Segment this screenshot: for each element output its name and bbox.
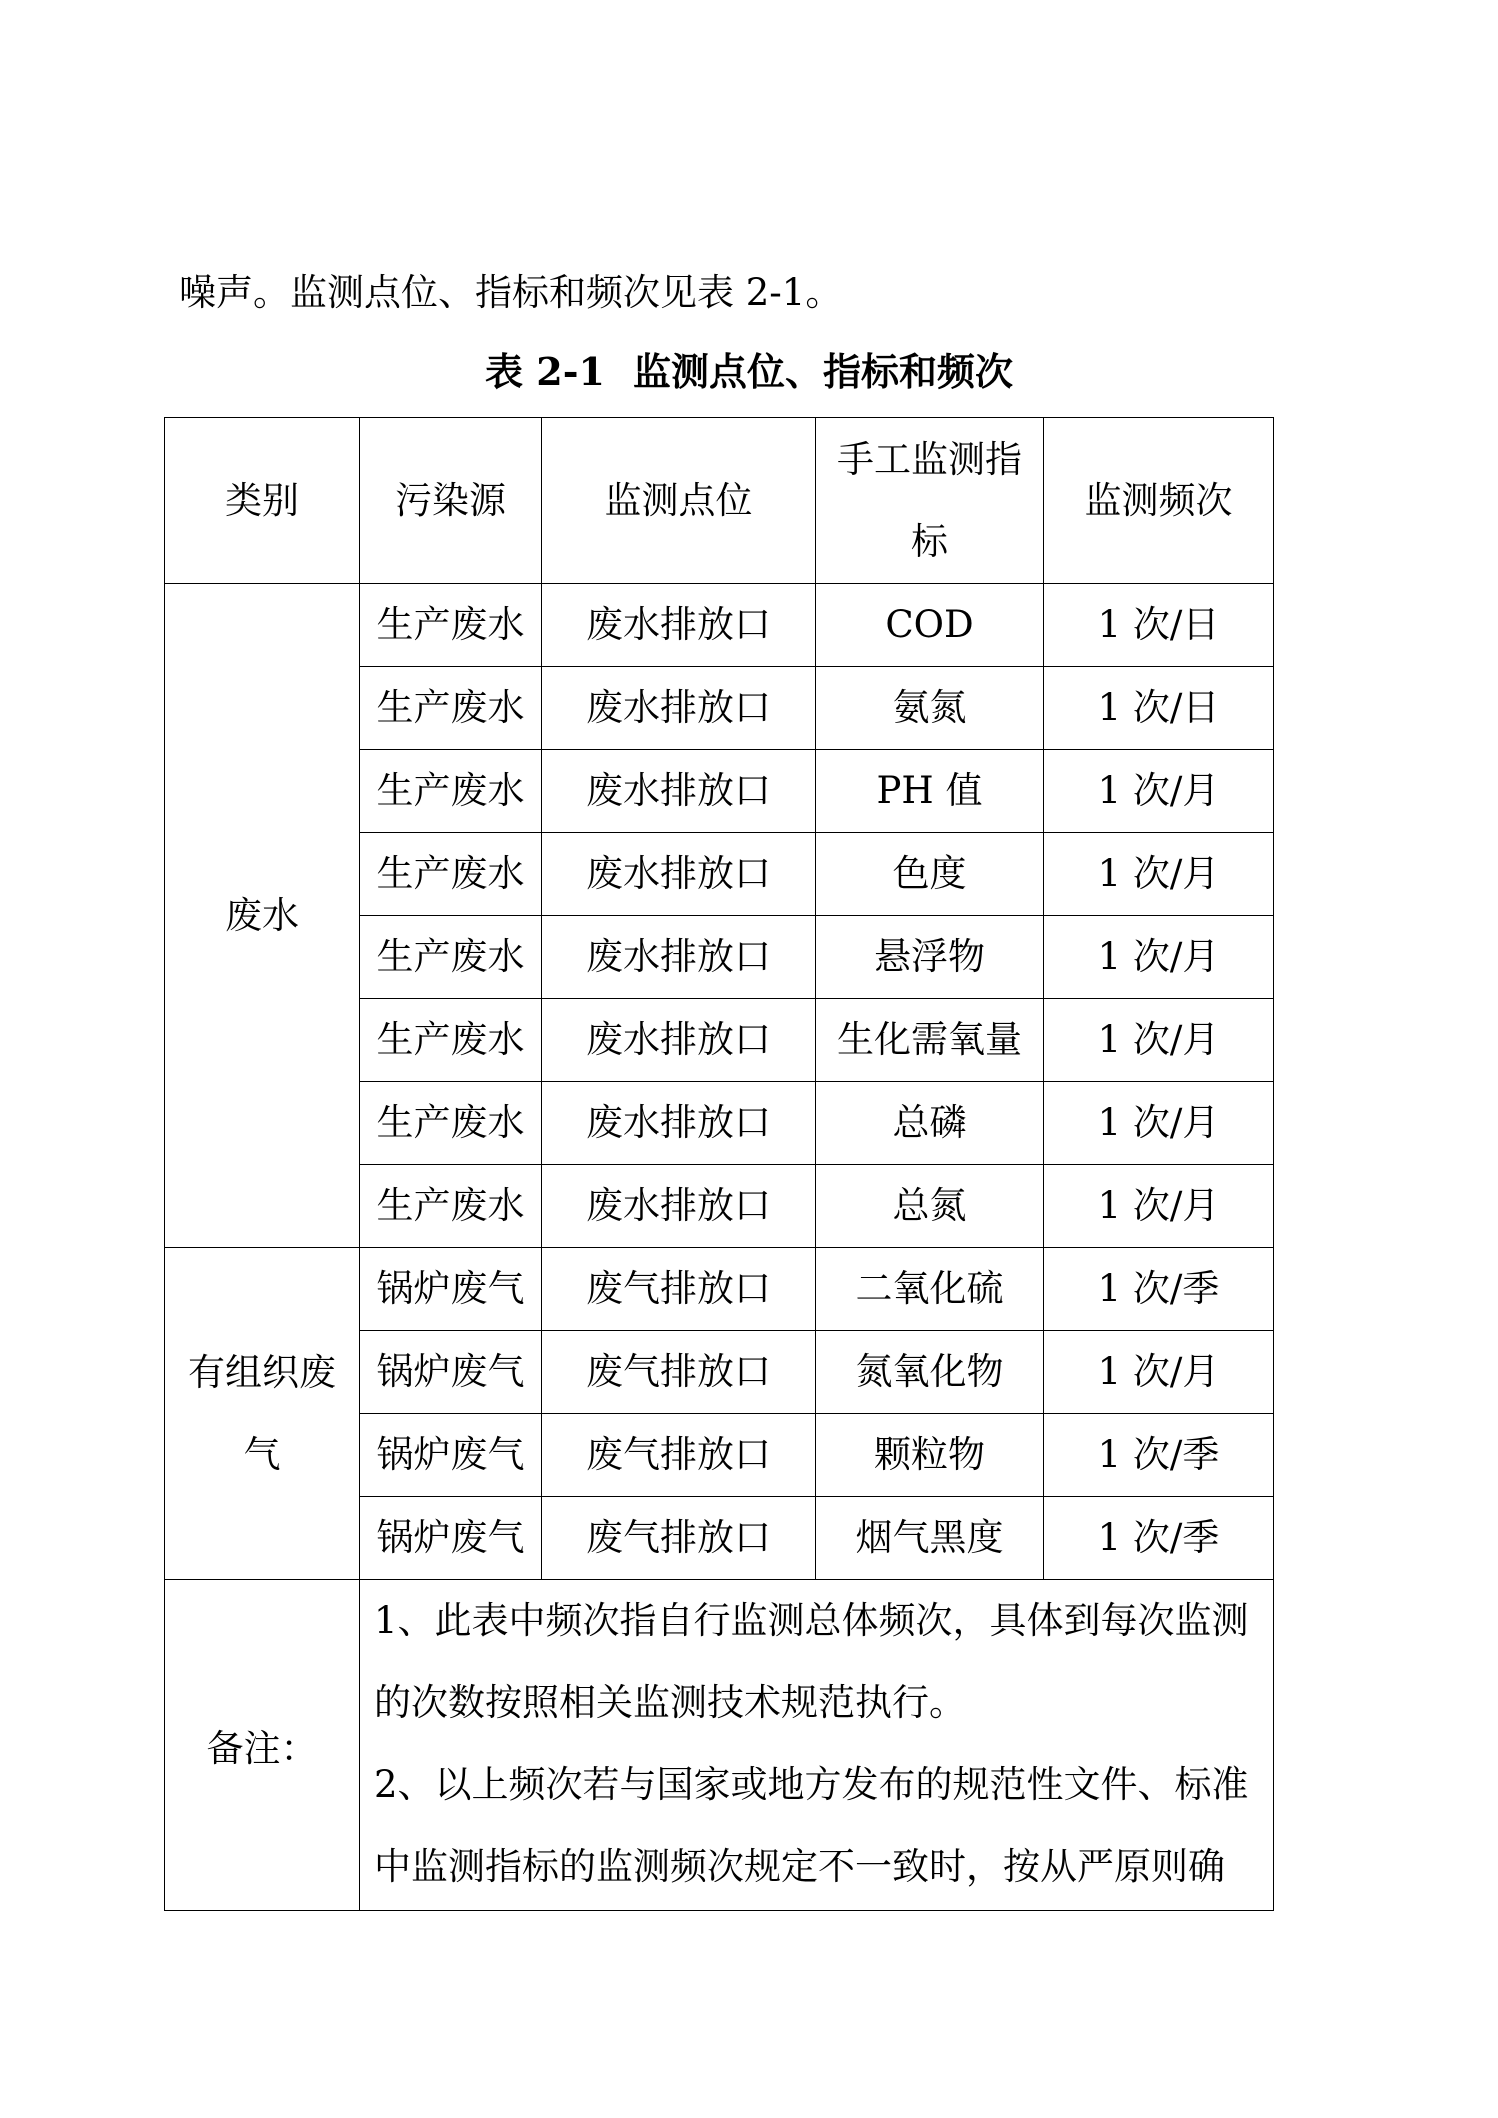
category-cell: 有组织废气 bbox=[165, 1248, 360, 1580]
point-cell: 废气排放口 bbox=[542, 1497, 816, 1580]
source-cell: 生产废水 bbox=[360, 667, 542, 750]
source-cell: 锅炉废气 bbox=[360, 1331, 542, 1414]
table-row bbox=[165, 1248, 1274, 1331]
frequency-cell: 1 次/月 bbox=[1044, 1165, 1274, 1248]
table-row bbox=[165, 584, 1274, 667]
indicator-cell: 总氮 bbox=[816, 1165, 1044, 1248]
monitoring-table bbox=[164, 417, 1274, 1911]
header-point: 监测点位 bbox=[542, 418, 816, 584]
source-cell: 生产废水 bbox=[360, 916, 542, 999]
frequency-cell: 1 次/季 bbox=[1044, 1497, 1274, 1580]
table-caption-number: 表 2-1 bbox=[485, 349, 605, 394]
table-caption-title: 监测点位、指标和频次 bbox=[632, 349, 1013, 394]
source-cell: 锅炉废气 bbox=[360, 1414, 542, 1497]
indicator-cell: 氮氧化物 bbox=[816, 1331, 1044, 1414]
table-header-row bbox=[165, 418, 1274, 584]
indicator-cell: 二氧化硫 bbox=[816, 1248, 1044, 1331]
source-cell: 生产废水 bbox=[360, 584, 542, 667]
point-cell: 废水排放口 bbox=[542, 916, 816, 999]
frequency-cell: 1 次/日 bbox=[1044, 584, 1274, 667]
notes-label: 备注： bbox=[165, 1580, 360, 1911]
point-cell: 废水排放口 bbox=[542, 584, 816, 667]
category-cell: 废水 bbox=[165, 584, 360, 1248]
frequency-cell: 1 次/日 bbox=[1044, 667, 1274, 750]
point-cell: 废气排放口 bbox=[542, 1331, 816, 1414]
point-cell: 废水排放口 bbox=[542, 667, 816, 750]
indicator-cell: PH 值 bbox=[816, 750, 1044, 833]
source-cell: 生产废水 bbox=[360, 999, 542, 1082]
table-caption bbox=[0, 347, 1498, 397]
source-cell: 生产废水 bbox=[360, 1165, 542, 1248]
indicator-cell: 悬浮物 bbox=[816, 916, 1044, 999]
indicator-cell: 总磷 bbox=[816, 1082, 1044, 1165]
frequency-cell: 1 次/月 bbox=[1044, 833, 1274, 916]
source-cell: 生产废水 bbox=[360, 1082, 542, 1165]
point-cell: 废水排放口 bbox=[542, 999, 816, 1082]
indicator-cell: 色度 bbox=[816, 833, 1044, 916]
source-cell: 锅炉废气 bbox=[360, 1497, 542, 1580]
source-cell: 锅炉废气 bbox=[360, 1248, 542, 1331]
point-cell: 废水排放口 bbox=[542, 1082, 816, 1165]
point-cell: 废气排放口 bbox=[542, 1414, 816, 1497]
notes-row bbox=[165, 1580, 1274, 1911]
header-frequency: 监测频次 bbox=[1044, 418, 1274, 584]
indicator-cell: 烟气黑度 bbox=[816, 1497, 1044, 1580]
frequency-cell: 1 次/月 bbox=[1044, 999, 1274, 1082]
frequency-cell: 1 次/月 bbox=[1044, 916, 1274, 999]
intro-paragraph: 噪声。监测点位、指标和频次见表 2-1。 bbox=[179, 271, 843, 314]
point-cell: 废气排放口 bbox=[542, 1248, 816, 1331]
header-indicator: 手工监测指标 bbox=[816, 418, 1044, 584]
point-cell: 废水排放口 bbox=[542, 1165, 816, 1248]
header-category: 类别 bbox=[165, 418, 360, 584]
indicator-cell: COD bbox=[816, 584, 1044, 667]
table-body bbox=[165, 418, 1274, 1911]
indicator-cell: 颗粒物 bbox=[816, 1414, 1044, 1497]
frequency-cell: 1 次/季 bbox=[1044, 1248, 1274, 1331]
indicator-cell: 生化需氧量 bbox=[816, 999, 1044, 1082]
note-item: 2、以上频次若与国家或地方发布的规范性文件、标准中监测指标的监测频次规定不一致时，按从严原则确 bbox=[374, 1763, 1249, 1888]
frequency-cell: 1 次/季 bbox=[1044, 1414, 1274, 1497]
source-cell: 生产废水 bbox=[360, 750, 542, 833]
frequency-cell: 1 次/月 bbox=[1044, 750, 1274, 833]
point-cell: 废水排放口 bbox=[542, 833, 816, 916]
source-cell: 生产废水 bbox=[360, 833, 542, 916]
indicator-cell: 氨氮 bbox=[816, 667, 1044, 750]
note-item: 1、此表中频次指自行监测总体频次，具体到每次监测的次数按照相关监测技术规范执行。 bbox=[374, 1599, 1249, 1724]
frequency-cell: 1 次/月 bbox=[1044, 1331, 1274, 1414]
point-cell: 废水排放口 bbox=[542, 750, 816, 833]
header-source: 污染源 bbox=[360, 418, 542, 584]
notes-content bbox=[360, 1580, 1274, 1911]
frequency-cell: 1 次/月 bbox=[1044, 1082, 1274, 1165]
